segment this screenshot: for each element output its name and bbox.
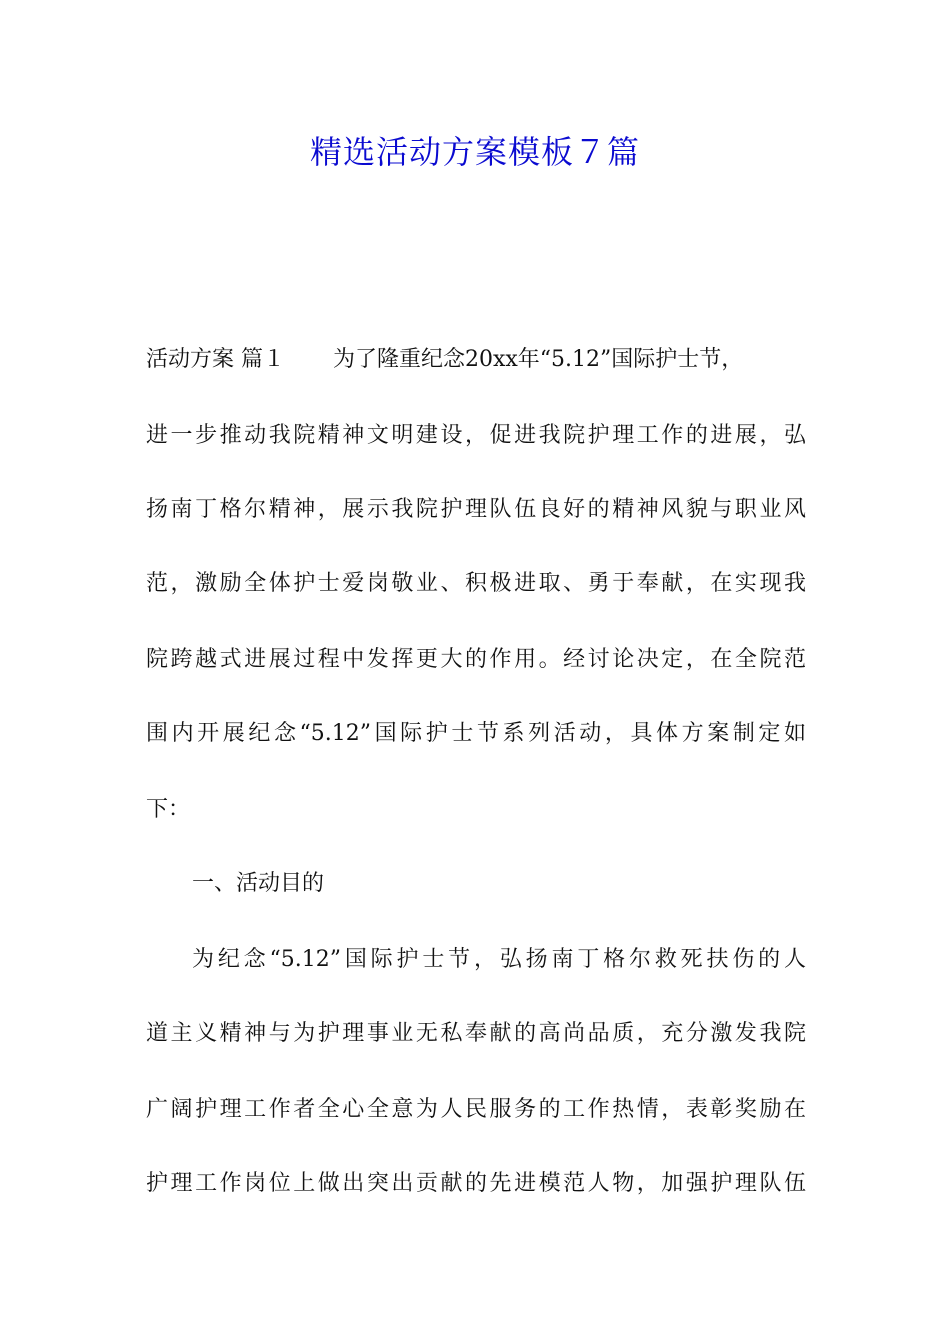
paragraph-line-11: 广阔护理工作者全心全意为人民服务的工作热情，表彰奖励在 xyxy=(146,1097,806,1122)
paragraph-line-7: 下： xyxy=(146,797,191,822)
paragraph-text: 为了隆重纪念20xx年“5.12”国际护士节， xyxy=(333,347,744,372)
paragraph-line-2: 进一步推动我院精神文明建设，促进我院护理工作的进展，弘 xyxy=(146,423,806,448)
paragraph-line-6: 围内开展纪念“5.12”国际护士节系列活动，具体方案制定如 xyxy=(146,721,806,746)
document-title: 精选活动方案模板７篇 xyxy=(309,133,640,171)
paragraph-line-12: 护理工作岗位上做出突出贡献的先进模范人物，加强护理队伍 xyxy=(146,1171,806,1196)
section-heading-purpose: 一、活动目的 xyxy=(192,871,325,896)
paragraph-line-10: 道主义精神与为护理事业无私奉献的高尚品质，充分激发我院 xyxy=(146,1021,806,1046)
section-heading: 活动方案 篇１ xyxy=(146,347,285,372)
paragraph-line-1 xyxy=(146,340,806,380)
paragraph-line-3: 扬南丁格尔精神，展示我院护理队伍良好的精神风貌与职业风 xyxy=(146,497,806,522)
paragraph-line-5: 院跨越式进展过程中发挥更大的作用。经讨论决定，在全院范 xyxy=(146,647,806,672)
paragraph-line-4: 范，激励全体护士爱岗敬业、积极进取、勇于奉献，在实现我 xyxy=(146,571,806,596)
paragraph-line-9: 为纪念“5.12”国际护士节，弘扬南丁格尔救死扶伤的人 xyxy=(192,947,806,972)
